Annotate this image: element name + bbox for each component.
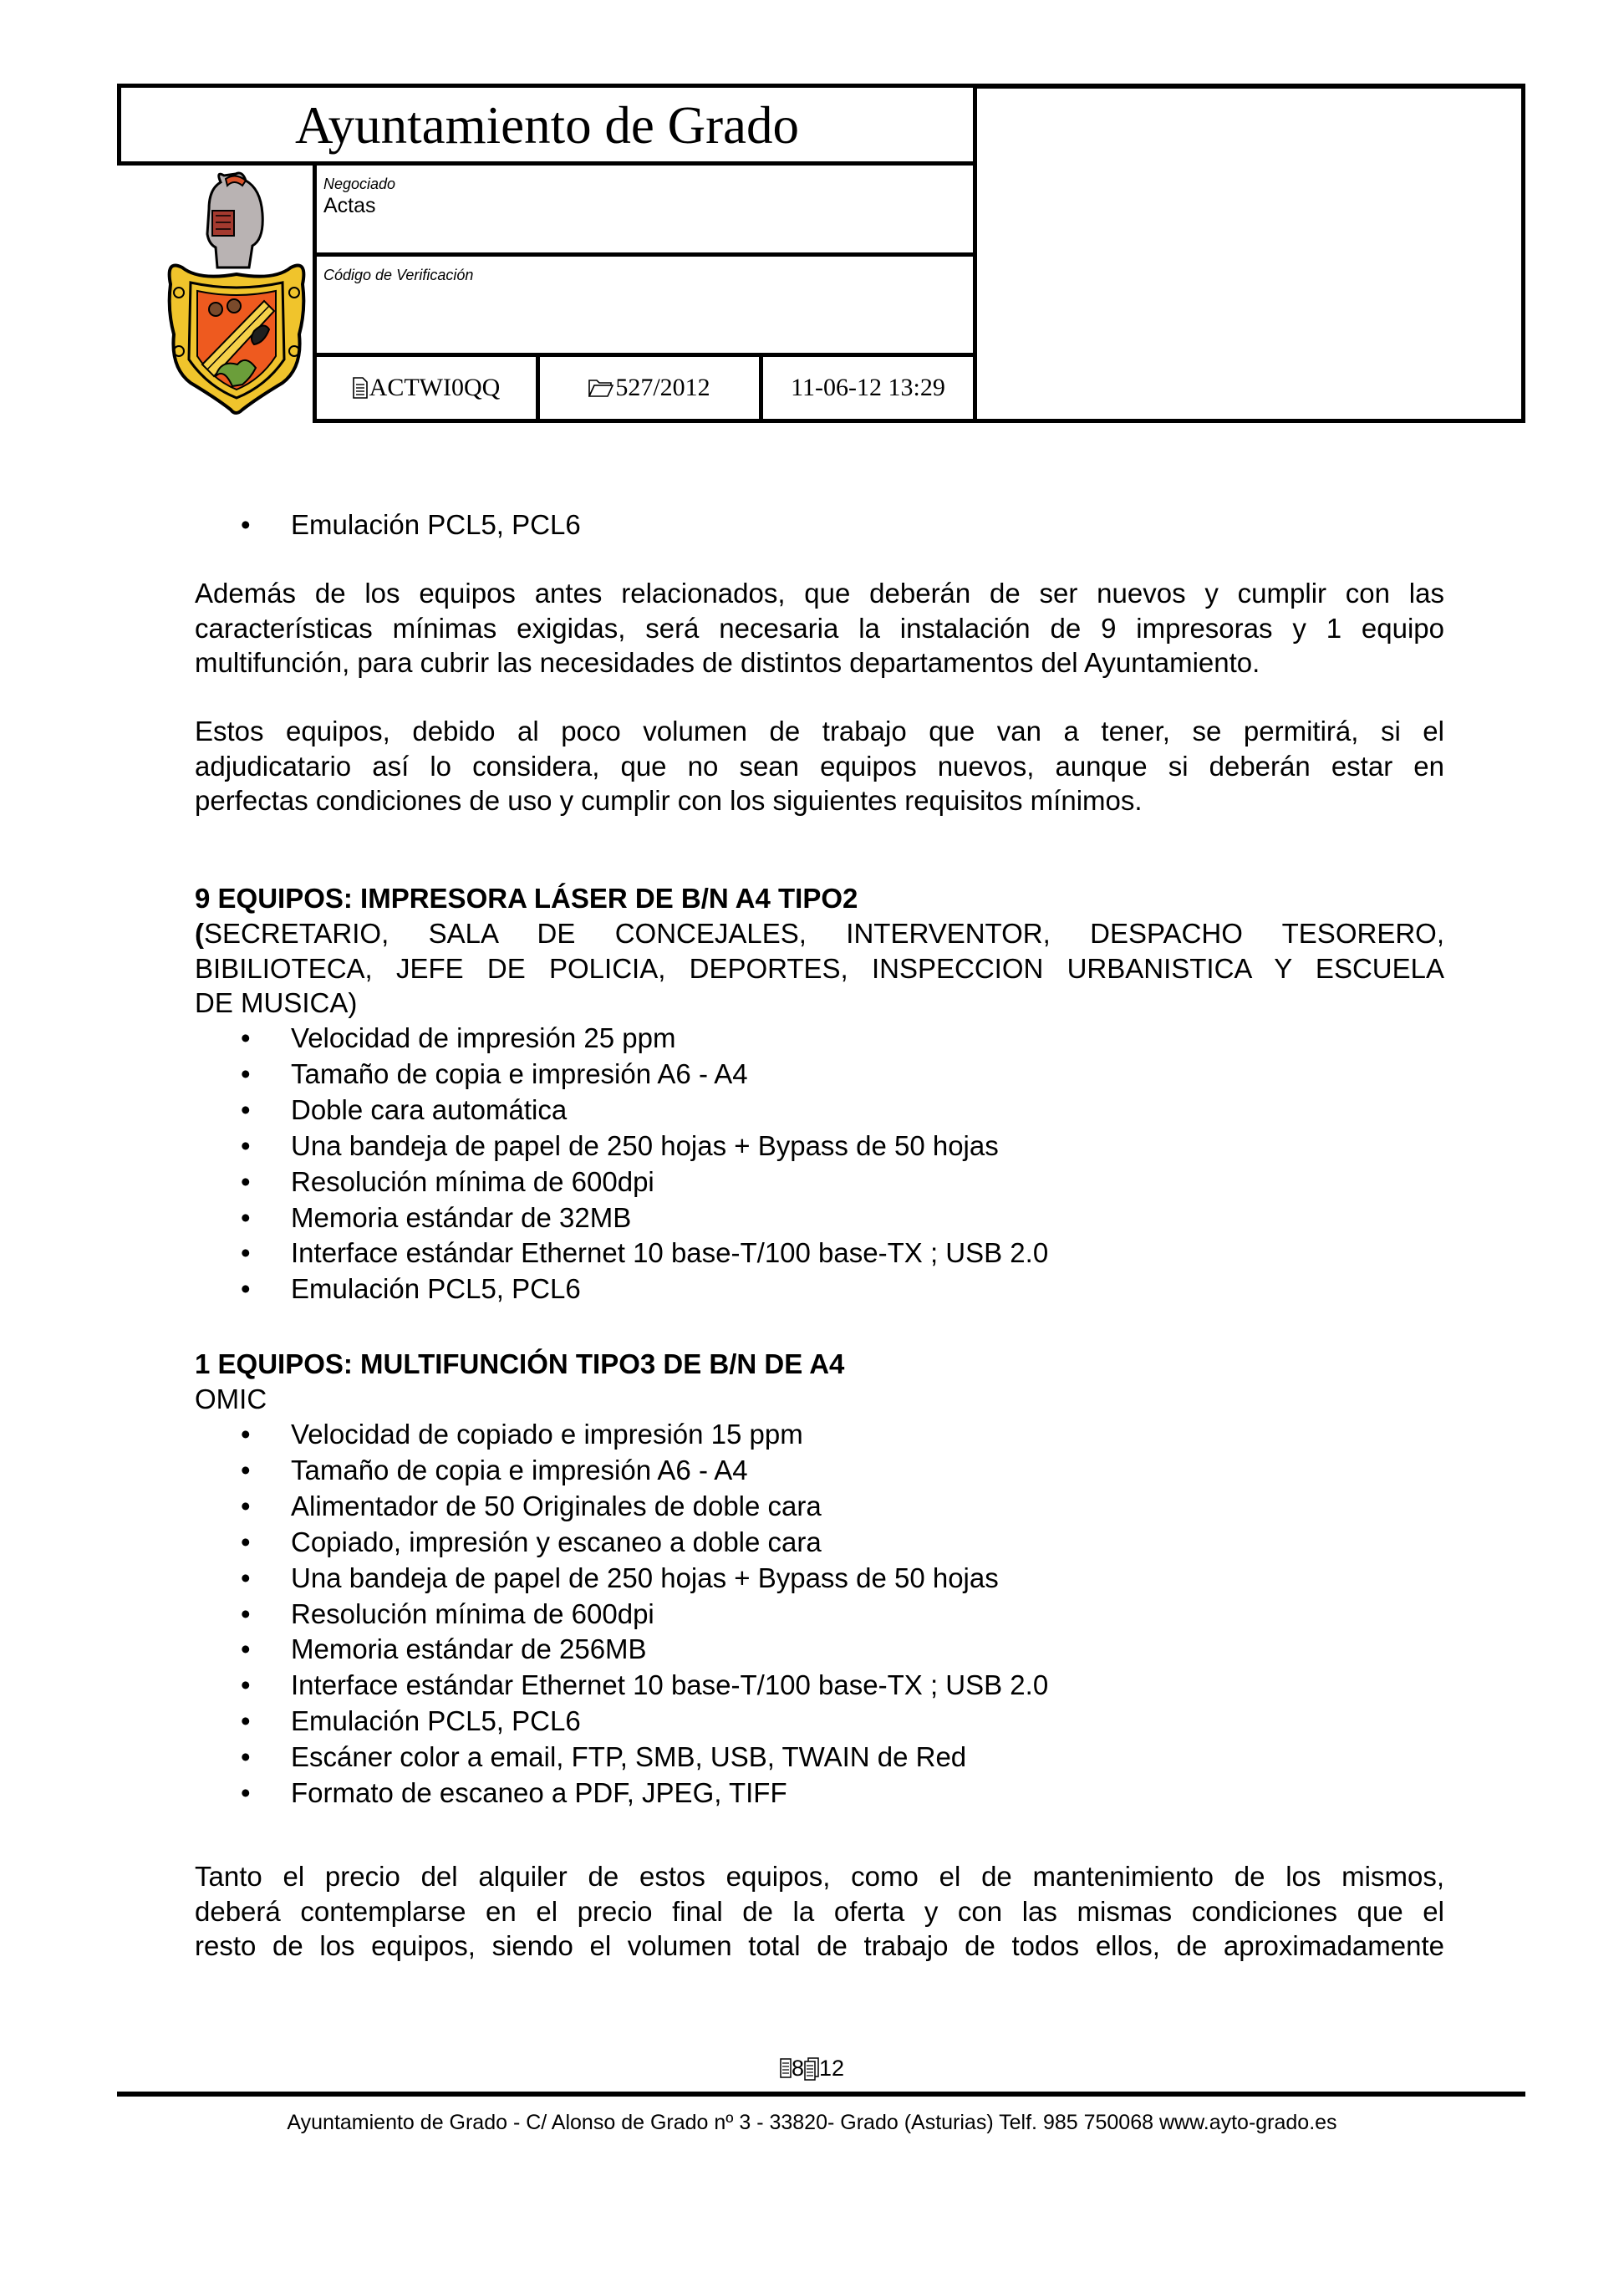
bullet-marker [241, 1164, 266, 1200]
codigo-verificacion-cell [313, 252, 977, 357]
paragraph3-line: Tanto el precio del alquiler de estos equipos, como el de mantenimiento de los mismos, [195, 1861, 1444, 1892]
list-item: Interface estándar Ethernet 10 base-T/100 base-TX ; USB 2.0 [291, 1237, 1049, 1269]
section1-departments-line [195, 916, 1444, 951]
section2-heading: 1 EQUIPOS: MULTIFUNCIÓN TIPO3 DE B/N DE A4 [195, 1348, 845, 1379]
bullet-marker [241, 1021, 266, 1056]
section1-departments-line: DE MUSICA) [195, 987, 358, 1018]
list-item: Resolución mínima de 600dpi [291, 1165, 654, 1197]
section1-departments-line: BIBILIOTECA, JEFE DE POLICIA, DEPORTES, INSPECCION URBANISTICA Y ESCUELA [195, 953, 1444, 984]
list-item: Tamaño de copia e impresión A6 - A4 [291, 1057, 748, 1089]
paragraph1-line: multifunción, para cubrir las necesidades de distintos departamentos del Ayuntamiento. [195, 647, 1260, 678]
list-item: Una bandeja de papel de 250 hojas + Bypass de 50 hojas [291, 1562, 999, 1593]
paragraph2-line: Estos equipos, debido al poco volumen de trabajo que van a tener, se permitirá, si el [195, 716, 1444, 747]
paragraph1-line: características mínimas exigidas, será necesaria la instalación de 9 impresoras y 1 equipo [195, 613, 1444, 644]
list-item: Alimentador de 50 Originales de doble cara [291, 1490, 822, 1521]
list-item: Una bandeja de papel de 250 hojas + Bypass de 50 hojas [291, 1129, 999, 1161]
organization-title: Ayuntamiento de Grado [294, 96, 800, 155]
list-item: Velocidad de impresión 25 ppm [291, 1022, 676, 1053]
datetime-cell [763, 357, 973, 419]
list-item: Resolución mínima de 600dpi [291, 1598, 654, 1629]
document-datetime: 11-06-12 13:29 [791, 374, 945, 401]
expediente-cell [540, 357, 763, 419]
section1-heading: 9 EQUIPOS: IMPRESORA LÁSER DE B/N A4 TIPO2 [195, 883, 858, 914]
list-item: Emulación PCL5, PCL6 [291, 1273, 581, 1305]
bullet-marker [241, 1093, 266, 1128]
negociado-label: Negociado [323, 176, 396, 192]
paragraph3-line: resto de los equipos, siendo el volumen total de trabajo de todos ellos, de aproximadamente [195, 1930, 1444, 1961]
bullet-marker [241, 1632, 266, 1667]
page-current: 8 [791, 2056, 804, 2081]
bullet-marker [241, 1597, 266, 1632]
list-item: Formato de escaneo a PDF, JPEG, TIFF [291, 1777, 787, 1808]
header-blank-panel [973, 84, 1525, 423]
bullet-marker [241, 1200, 266, 1236]
bullet-marker [241, 1236, 266, 1271]
paragraph1-line: Además de los equipos antes relacionados, que deberán de ser nuevos y cumplir con las [195, 578, 1444, 609]
list-item: Doble cara automática [291, 1093, 568, 1125]
bullet-marker [241, 1489, 266, 1524]
list-item: Emulación PCL5, PCL6 [291, 1705, 581, 1737]
list-item: Memoria estándar de 256MB [291, 1633, 647, 1665]
bullet-marker [241, 1525, 266, 1560]
negociado-value: Actas [323, 194, 376, 217]
list-item: Memoria estándar de 32MB [291, 1201, 632, 1233]
negociado-cell [313, 161, 977, 257]
bullet-marker [241, 1668, 266, 1703]
codigo-verificacion-label: Código de Verificación [323, 267, 474, 283]
document-icon [353, 377, 368, 399]
document-reference-cell [317, 357, 540, 419]
footer-divider [117, 2092, 1525, 2097]
folder-icon [588, 378, 613, 398]
section1-open-paren: ( [195, 918, 204, 949]
bullet-marker [241, 1561, 266, 1596]
paragraph2-line: perfectas condiciones de uso y cumplir con los siguientes requisitos mínimos. [195, 785, 1143, 816]
bullet-marker [241, 1704, 266, 1739]
section2-subtitle: OMIC [195, 1384, 267, 1414]
bullet-marker [241, 1417, 266, 1452]
coat-of-arms-crest [165, 167, 308, 418]
bullet-marker [241, 1740, 266, 1775]
list-item: Velocidad de copiado e impresión 15 ppm [291, 1419, 803, 1450]
bullet-marker [241, 1129, 266, 1164]
list-item: Interface estándar Ethernet 10 base-T/100 base-TX ; USB 2.0 [291, 1669, 1049, 1701]
bullet-marker [241, 1271, 266, 1307]
expediente-number: 527/2012 [615, 374, 710, 401]
bullet-marker [241, 1453, 266, 1488]
document-reference: ACTWI0QQ [369, 374, 501, 401]
list-item: Copiado, impresión y escaneo a doble cara [291, 1526, 822, 1557]
pages-total-icon [804, 2057, 819, 2081]
page-number [0, 2055, 1624, 2082]
section1-departments-text: SECRETARIO, SALA DE CONCEJALES, INTERVENTOR, DESPACHO TESORERO, [204, 918, 1444, 949]
bullet-marker [241, 1776, 266, 1811]
paragraph3-line: deberá contemplarse en el precio final de la oferta y con las mismas condiciones que el [195, 1896, 1444, 1927]
list-item: Tamaño de copia e impresión A6 - A4 [291, 1454, 748, 1485]
bullet-marker [241, 507, 266, 543]
page-total: 12 [818, 2056, 845, 2081]
bullet-marker [241, 1057, 266, 1092]
reference-row [313, 353, 977, 423]
page-icon [780, 2058, 792, 2078]
header-title-cell [117, 84, 977, 166]
paragraph2-line: adjudicatario así lo considera, que no sean equipos nuevos, aunque si deberán estar en [195, 751, 1444, 782]
intro-bullet-text: Emulación PCL5, PCL6 [291, 509, 581, 540]
footer-address: Ayuntamiento de Grado - C/ Alonso de Grado nº 3 - 33820- Grado (Asturias) Telf. 985 750068 www.ayto-grado.es [287, 2111, 1337, 2134]
list-item: Escáner color a email, FTP, SMB, USB, TWAIN de Red [291, 1741, 967, 1773]
